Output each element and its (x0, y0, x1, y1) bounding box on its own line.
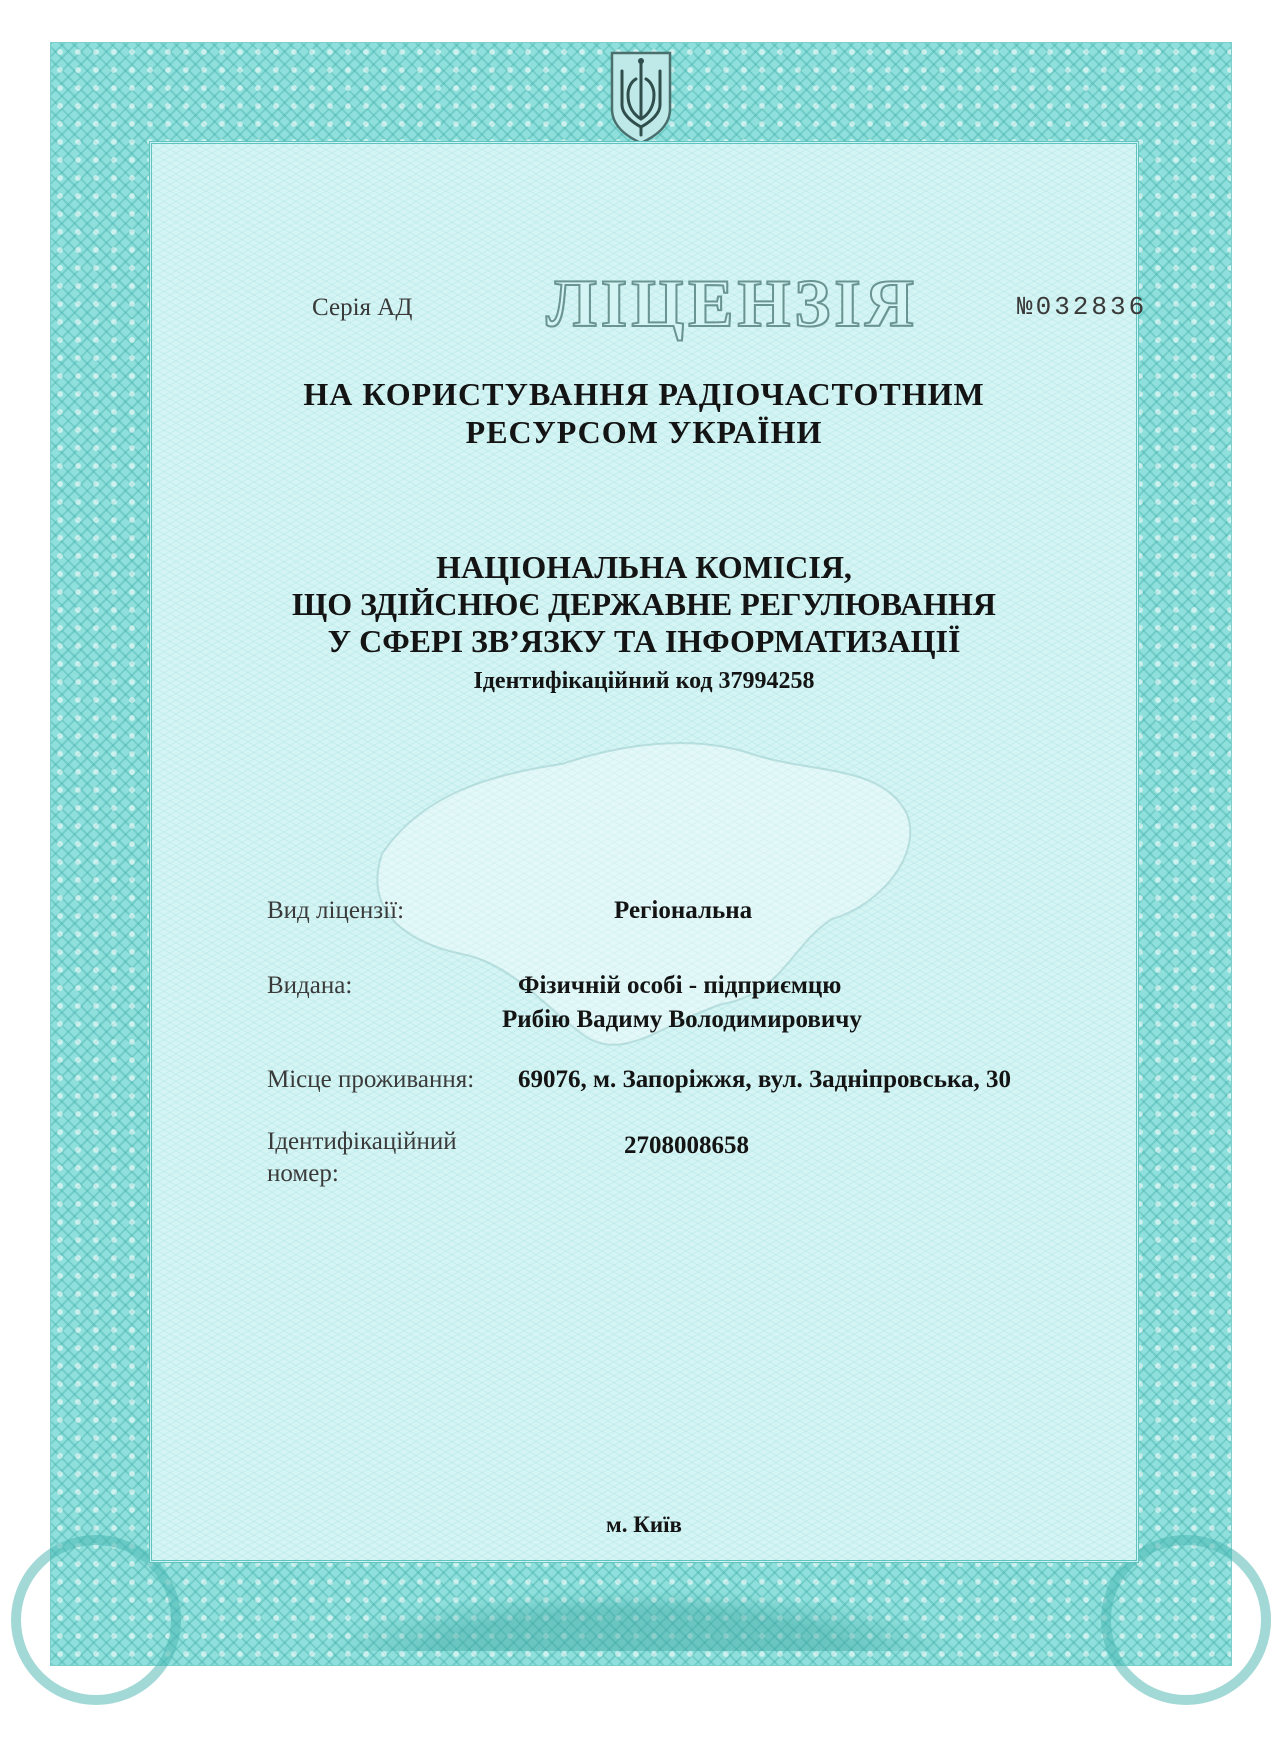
id-number-label-line-2: номер: (267, 1160, 339, 1187)
inner-frame (149, 141, 1148, 1563)
trident-emblem-icon (606, 49, 676, 145)
document-title: ЛІЦЕНЗІЯ (546, 265, 918, 341)
residence-label: Місце проживання: (267, 1066, 475, 1093)
issuer-line-3: У СФЕРІ ЗВ’ЯЗКУ ТА ІНФОРМАТИЗАЦІЇ (327, 623, 961, 659)
license-sheet (50, 42, 1232, 1666)
license-type-label: Вид ліцензії: (267, 897, 405, 924)
id-number-label-line-1: Ідентифікаційний (267, 1128, 457, 1155)
license-type-value: Регіональна (614, 897, 753, 924)
license-number: №032836 (1017, 292, 1148, 322)
issued-to-label: Видана: (267, 972, 353, 999)
series-label: Серія АД (312, 294, 413, 321)
issuer-line-2: ЩО ЗДІЙСНЮЄ ДЕРЖАВНЕ РЕГУЛЮВАННЯ (292, 586, 996, 622)
id-number-value: 2708008658 (624, 1132, 749, 1159)
residence-value: 69076, м. Запоріжжя, вул. Задніпровська, 30 (518, 1066, 1012, 1093)
ornament-bottom-band (281, 1581, 1001, 1651)
subtitle-line-1: НА КОРИСТУВАННЯ РАДІОЧАСТОТНИМ (303, 376, 985, 412)
subtitle-line-2: РЕСУРСОМ УКРАЇНИ (465, 414, 823, 450)
issue-city: м. Київ (606, 1512, 682, 1537)
issuer-id-code: Ідентифікаційний код 37994258 (473, 668, 815, 694)
issued-to-line-2: Рибію Вадиму Володимировичу (502, 1006, 862, 1033)
issuer-line-1: НАЦІОНАЛЬНА КОМІСІЯ, (436, 549, 852, 585)
issued-to-line-1: Фізичній особі - підприємцю (518, 972, 842, 999)
